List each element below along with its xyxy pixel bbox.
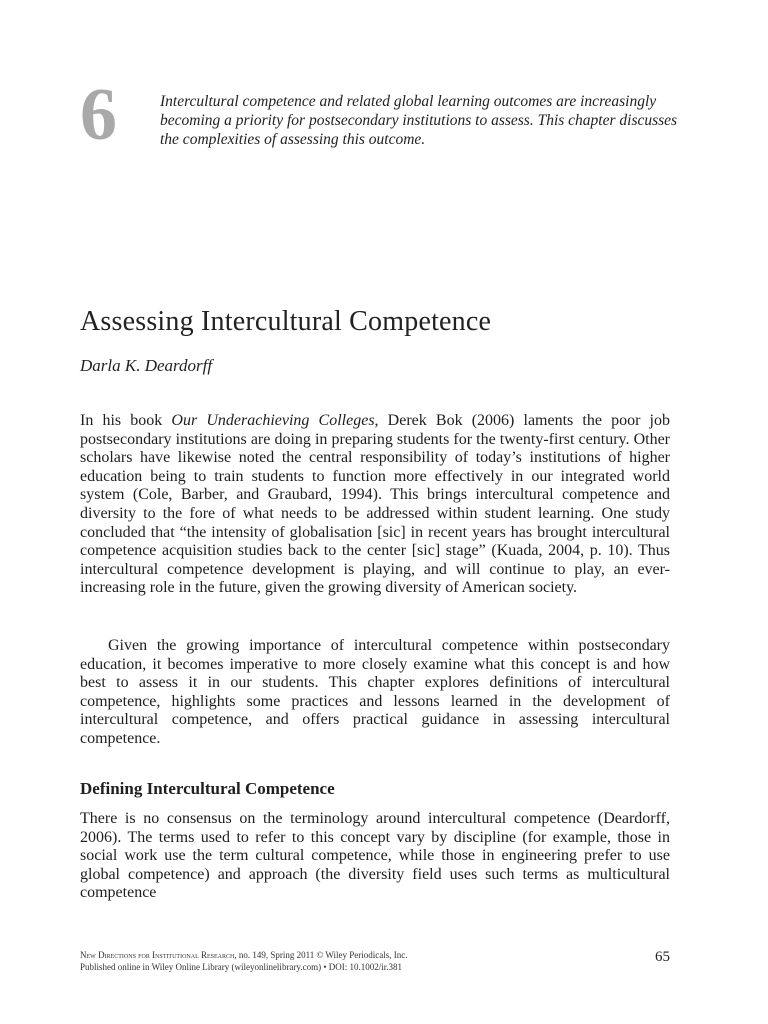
p3-text: There is no consensus on the terminology around intercultural competence (Deardorff, 2006). The terms used to refer to this concept vary by discipline (for example, those in social work use the term cultural competence, while those in engineering prefer to use global competence) and approach (the diversity field uses such terms as multicultural competence xyxy=(80,810,670,902)
section-heading: Defining Intercultural Competence xyxy=(80,779,335,798)
article-title: Assessing Intercultural Competence xyxy=(80,306,492,337)
chapter-abstract: Intercultural competence and related global learning outcomes are increasingly becoming a priority for postsecondary institutions to assess. This chapter discusses the complexities of assessing this outcome. xyxy=(160,93,678,148)
journal-citation: , no. 149, Spring 2011 © Wiley Periodicals, Inc. xyxy=(234,950,408,960)
body-paragraph-1 xyxy=(80,412,670,598)
page-footer xyxy=(80,950,560,973)
journal-name: New Directions for Institutional Research xyxy=(80,950,235,960)
body-paragraph-3 xyxy=(80,810,670,903)
book-title: Our Underachieving Colleges xyxy=(171,412,375,429)
chapter-number: 6 xyxy=(80,74,117,156)
publication-info: Published online in Wiley Online Library (wileyonlinelibrary.com) • DOI: 10.1002/ir.381 xyxy=(80,961,402,972)
page-number: 65 xyxy=(655,949,670,965)
p1-intro: In his book xyxy=(80,412,172,429)
body-paragraph-2 xyxy=(80,637,670,749)
p1-rest: , Derek Bok (2006) laments the poor job postsecondary institutions are doing in preparing students for the twenty-first century. Other scholars have likewise noted the central responsibility of today’s institutions of higher education being to train students to function more effectively in our integrated world system (Cole, Barber, and Graubard, 1994). This brings intercultural competence and diversity to the fore of what needs to be addressed within student learning. One study concluded that “the intensity of globalisation [sic] in recent years has brought intercultural competence acquisition studies back to the center [sic] stage” (Kuada, 2004, p. 10). Thus intercultural competence development is playing, and will continue to play, an ever-increasing role in the future, given the growing diversity of American society. xyxy=(80,412,671,597)
p2-text: Given the growing importance of intercultural competence within postsecondary education, it becomes imperative to more closely examine what this concept is and how best to assess it in our students. This chapter explores definitions of intercultural competence, highlights some practices and lessons learned in the development of intercultural competence, and offers practical guidance in assessing intercultural competence. xyxy=(80,637,670,747)
article-author: Darla K. Deardorff xyxy=(80,356,213,375)
